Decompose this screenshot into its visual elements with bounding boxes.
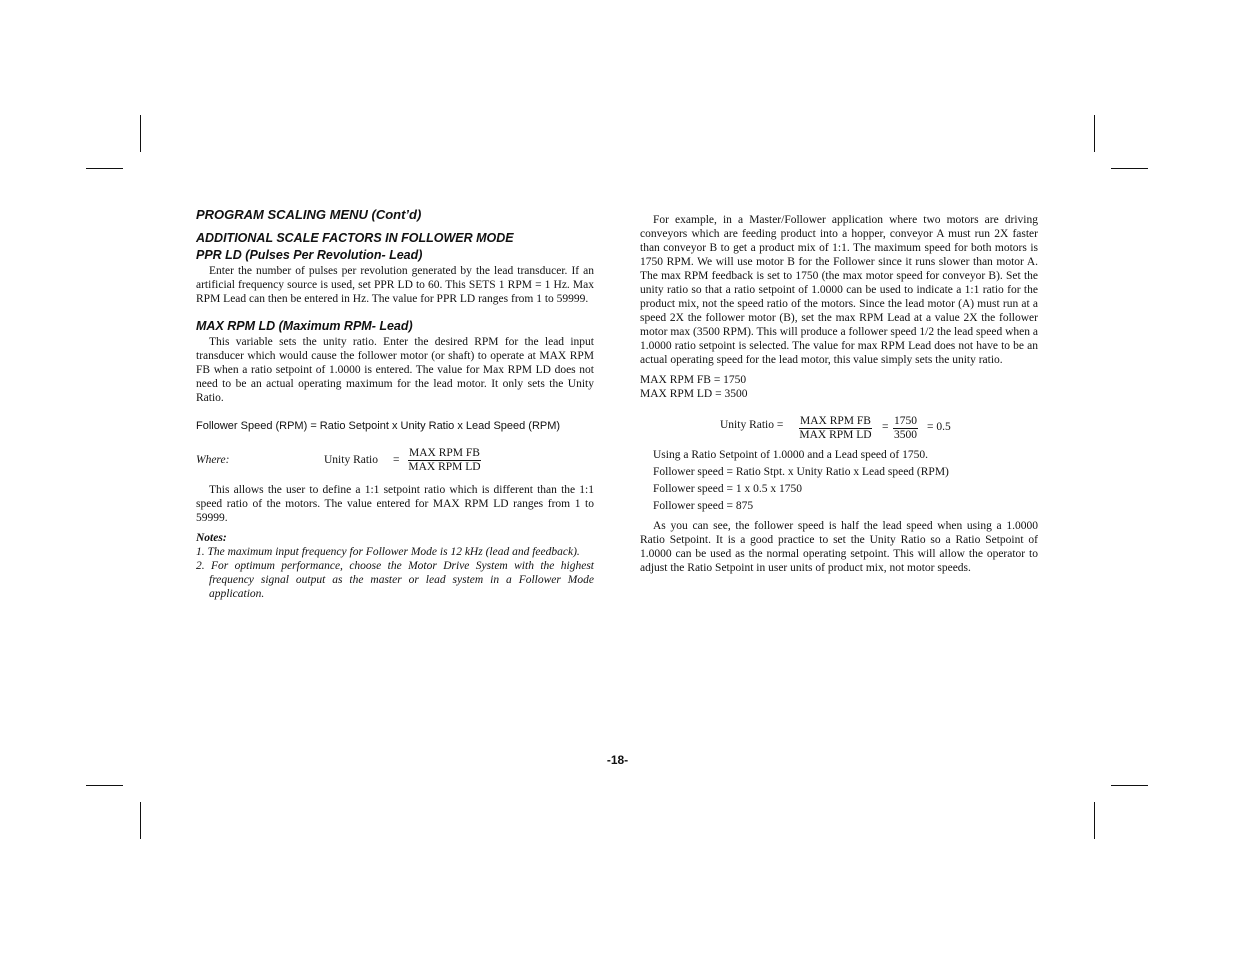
fraction-numerator: 1750 <box>894 415 917 427</box>
left-column <box>196 206 594 601</box>
fraction-denominator: MAX RPM LD <box>799 429 872 441</box>
ppr-paragraph: Enter the number of pulses per revolution generated by the lead transducer. If an artificial frequency source is used, set PPR LD to 60. This SETS 1 RPM = 1 Hz. Max RPM Lead can then be entered in Hz. The value for PPR LD ranges from 1 to 59999. <box>196 265 594 305</box>
fraction-denominator: 3500 <box>894 429 917 441</box>
conclusion-paragraph: As you can see, the follower speed is half the lead speed when using a 1.0000 Ratio Setpoint. It is a good practice to set the Unity Ratio so a Ratio Setpoint of 1.0000 can be used as the normal operating setpoint. This will allow the operator to adjust the Ratio Setpoint in user units of product mix, not motor speeds. <box>640 520 1038 574</box>
calc-line: Follower speed = Ratio Stpt. x Unity Ratio x Lead speed (RPM) <box>653 466 949 478</box>
crop-mark <box>140 115 141 152</box>
fraction-denominator: MAX RPM LD <box>408 461 481 473</box>
max-rpm-fb-value: MAX RPM FB = 1750 <box>640 374 747 386</box>
ppr-heading: PPR LD (Pulses Per Revolution- Lead) <box>196 248 423 262</box>
note-item: 2. For optimum performance, choose the Motor Drive System with the highest frequency signal output as the master or lead system in a Follower Mode application. <box>196 560 594 600</box>
unity-ratio-calculation <box>640 415 1038 445</box>
calc-line: Follower speed = 875 <box>653 500 754 512</box>
section-subtitle: ADDITIONAL SCALE FACTORS IN FOLLOWER MODE <box>196 231 514 245</box>
calc-line: Using a Ratio Setpoint of 1.0000 and a Lead speed of 1750. <box>653 449 928 461</box>
note-item: 1. The maximum input frequency for Follower Mode is 12 kHz (lead and feedback). <box>196 546 580 558</box>
maxrpm-heading: MAX RPM LD (Maximum RPM- Lead) <box>196 319 413 333</box>
crop-mark <box>1111 168 1148 169</box>
crop-mark <box>1094 115 1095 152</box>
fraction-numerator: MAX RPM FB <box>800 415 871 427</box>
right-column <box>640 213 1038 575</box>
allows-paragraph: This allows the user to define a 1:1 setpoint ratio which is different than the 1:1 speed ratio of the motors. The value entered for MAX RPM LD ranges from 1 to 59999. <box>196 484 594 524</box>
section-title: PROGRAM SCALING MENU (Cont’d) <box>196 207 422 222</box>
calc-line: Follower speed = 1 x 0.5 x 1750 <box>653 483 802 495</box>
unity-ratio-definition <box>196 447 594 477</box>
unity-ratio-fraction <box>799 415 872 442</box>
notes-title: Notes: <box>196 532 227 544</box>
unity-ratio-result: = 0.5 <box>927 421 951 433</box>
crop-mark <box>140 802 141 839</box>
crop-mark <box>1111 785 1148 786</box>
follower-speed-formula: Follower Speed (RPM) = Ratio Setpoint x Unity Ratio x Lead Speed (RPM) <box>196 420 561 432</box>
crop-mark <box>86 785 123 786</box>
example-paragraph: For example, in a Master/Follower application where two motors are driving conveyors which are feeding product into a hopper, conveyor A must run 2X faster than conveyor B to get a product mix of 1:1. The maximum speed for both motors is 1750 RPM. We will use motor B for the Follower since it runs slower than motor A. The max RPM feedback is set to 1750 (the max motor speed for conveyor B). Set the unity ratio so that a ratio setpoint of 1.0000 can be used to indicate a 1:1 ratio for the product mix, not the speed ratio of the motors. Since the lead motor (A) must run at a speed 2X the follower motor (B), set the max RPM Lead at a value 2X the follower motor max (3500 RPM). This will produce a follower speed 1/2 the lead speed when a 1.0000 ratio setpoint is selected. The value for max RPM Lead does not have to be an actual operating speed for the lead motor, this value simply sets the unity ratio. <box>640 214 1038 366</box>
crop-mark <box>86 168 123 169</box>
where-label: Where: <box>196 454 230 466</box>
equals-sign: = <box>882 421 889 433</box>
unity-ratio-fraction <box>408 447 481 474</box>
crop-mark <box>1094 802 1095 839</box>
maxrpm-paragraph: This variable sets the unity ratio. Enter the desired RPM for the lead input transducer which would cause the follower motor (or shaft) to operate at MAX RPM FB when a ratio setpoint of 1.0000 is entered. The value for Max RPM LD does not need to be an actual operating maximum for the lead motor. It only sets the Unity Ratio. <box>196 336 594 404</box>
unity-ratio-label: Unity Ratio <box>324 454 378 466</box>
fraction-numerator: MAX RPM FB <box>409 447 480 459</box>
unity-ratio-label: Unity Ratio = <box>720 419 784 431</box>
max-rpm-ld-value: MAX RPM LD = 3500 <box>640 388 748 400</box>
numeric-fraction <box>893 415 918 442</box>
page-number: -18- <box>606 753 629 767</box>
equals-sign: = <box>393 454 400 466</box>
